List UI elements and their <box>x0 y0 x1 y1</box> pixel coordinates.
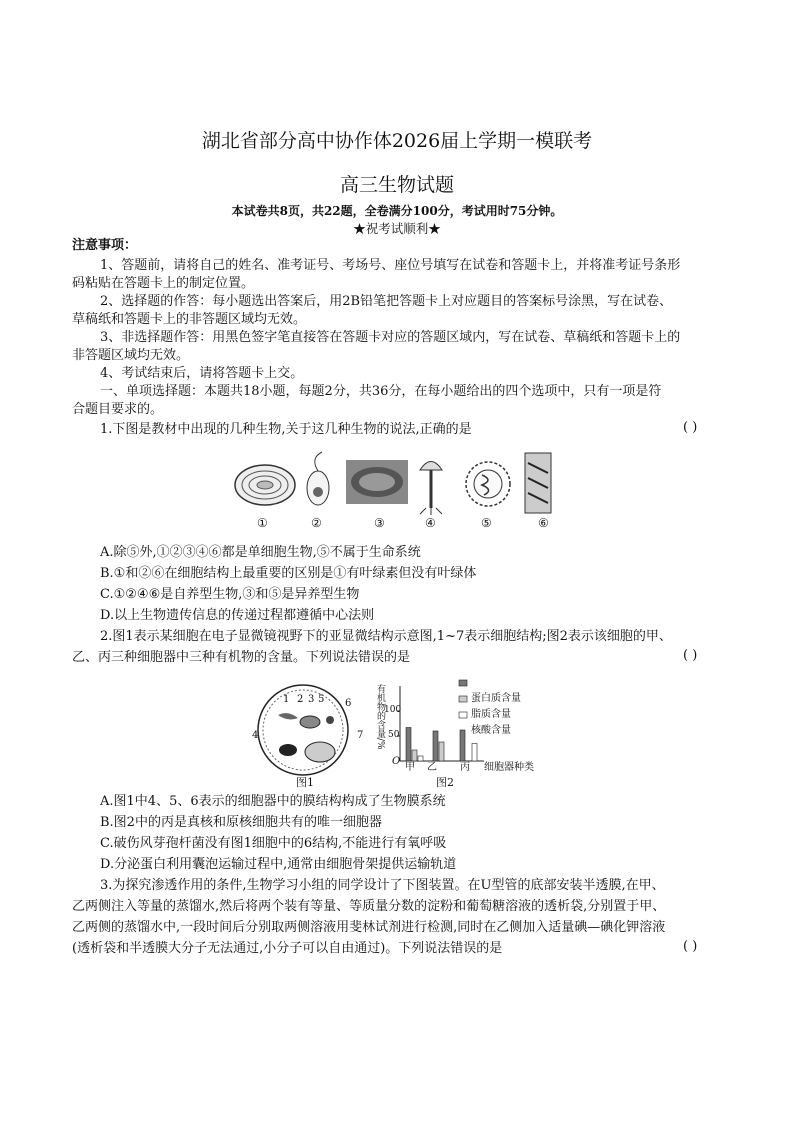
y-tick-label: 50 <box>388 730 400 740</box>
notice-line: 3、非选择题作答：用黑色签字笔直接答在答题卡对应的答题区域内，写在试卷、草稿纸和答题卡上的 <box>100 330 681 345</box>
organism-6-image <box>525 453 551 513</box>
q1-organisms-figure <box>230 448 570 518</box>
answer-paren: ( ) <box>683 420 698 435</box>
q1-fig-label: ③ <box>374 516 385 530</box>
fig1-label: 图1 <box>296 776 314 789</box>
exam-title: 湖北省部分高中协作体2026届上学期一模联考 <box>201 130 593 152</box>
fig1-number: 3 <box>308 694 315 705</box>
legend-lipid: 脂质含量 <box>471 709 511 720</box>
q2-option-c: C.破伤风芽孢杆菌没有图1细胞中的6结构,不能进行有氧呼吸 <box>100 836 447 851</box>
exam-info: 本试卷共8页，共22题，全卷满分100分，考试用时75分钟。 <box>231 204 563 218</box>
q1-fig-label: ① <box>257 516 268 530</box>
answer-paren: ( ) <box>683 648 698 663</box>
legend-protein: 蛋白质含量 <box>471 693 521 704</box>
y-axis-label: 有机物的含量/% <box>375 684 385 750</box>
fig1-number: 4 <box>252 730 259 741</box>
fig2-label: 图2 <box>436 776 454 789</box>
notice-line: 2、选择题的作答：每小题选出答案后，用2B铅笔把答题卡上对应题目的答案标号涂黑，写在试卷、 <box>100 294 673 309</box>
organism-1-image <box>235 465 295 505</box>
notice-line: 码粘贴在答题卡上的制定位置。 <box>72 276 255 291</box>
organism-2-image <box>307 452 329 505</box>
exam-wish: ★祝考试顺利★ <box>353 221 441 236</box>
x-axis-label: 细胞器种类 <box>484 762 534 773</box>
notice-line: 1、答题前，请将自己的姓名、准考证号、考场号、座位号填写在试卷和答题卡上，并将准考证号条形 <box>100 258 681 273</box>
organism-3-image <box>346 460 408 504</box>
bar-乙-脂质含量 <box>439 742 444 761</box>
q2-option-d: D.分泌蛋白利用囊泡运输过程中,通常由细胞骨架提供运输轨道 <box>100 857 457 872</box>
q1-option-d: D.以上生物遗传信息的传递过程都遵循中心法则 <box>100 608 375 623</box>
bar-丙-核酸含量 <box>472 744 477 762</box>
q1-option-c: C.①②④⑥是自养型生物,③和⑤是异养型生物 <box>100 587 360 602</box>
notice-line: 非答题区域均无效。 <box>72 348 190 363</box>
q1-fig-label: ⑥ <box>538 516 549 530</box>
fig1-number: 1 <box>283 694 290 705</box>
bar-甲-蛋白质含量 <box>406 728 411 762</box>
q2-stem: 乙、丙三种细胞器中三种有机物的含量。下列说法错误的是 <box>72 650 411 665</box>
notice-heading: 注意事项： <box>72 238 138 253</box>
q3-stem: 3.为探究渗透作用的条件,生物学习小组的同学设计了下图装置。在U型管的底部安装半透膜,在甲、 <box>100 878 665 893</box>
bar-甲-核酸含量 <box>418 756 423 761</box>
fig1-number: 7 <box>357 730 364 741</box>
q3-stem: (透析袋和半透膜大分子无法通过,小分子可以自由通过)。下列说法错误的是 <box>72 941 503 956</box>
q3-stem: 乙两侧注入等量的蒸馏水,然后将两个装有等量、等质量分数的淀粉和葡萄糖溶液的透析袋,分别置于甲、 <box>72 899 666 914</box>
notice-line: 草稿纸和答题卡上的非答题区域均无效。 <box>72 312 307 327</box>
exam-subtitle: 高三生物试题 <box>339 174 454 196</box>
notice-line: 4、考试结束后，请将答题卡上交。 <box>100 366 304 381</box>
answer-paren: ( ) <box>683 939 698 954</box>
chart-origin: O <box>392 756 401 767</box>
x-tick-label: 甲 <box>405 762 415 773</box>
q1-fig-label: ⑤ <box>481 516 492 530</box>
y-tick-label: 100 <box>384 705 402 715</box>
q1-option-b: B.①和②⑥在细胞结构上最重要的区别是①有叶绿素但没有叶绿体 <box>100 566 477 581</box>
q1-option-a: A.除⑤外,①②③④⑥都是单细胞生物,⑤不属于生命系统 <box>100 545 421 560</box>
organism-5-image <box>466 462 510 506</box>
x-tick-label: 丙 <box>460 762 470 773</box>
legend-nucleic: 核酸含量 <box>471 725 511 736</box>
x-tick-label: 乙 <box>427 762 437 773</box>
section-heading: 一、单项选择题：本题共18小题，每题2分，共36分，在每小题给出的四个选项中，只有一项是符 <box>100 384 662 399</box>
q1-fig-label: ② <box>311 516 322 530</box>
fig1-number: 5 <box>318 694 325 705</box>
q2-stem: 2.图1表示某细胞在电子显微镜视野下的亚显微结构示意图,1~7表示细胞结构;图2表示该细胞的甲、 <box>100 629 672 644</box>
fig1-number: 2 <box>297 694 304 705</box>
fig1-number: 6 <box>345 698 352 709</box>
q3-stem: 乙两侧的蒸馏水中,一段时间后分别取两侧溶液用斐林试剂进行检测,同时在乙侧加入适量碘—碘化钾溶液 <box>72 920 666 935</box>
q1-stem: 1.下图是教材中出现的几种生物,关于这几种生物的说法,正确的是 <box>100 422 472 437</box>
q1-fig-label: ④ <box>425 516 436 530</box>
bar-乙-蛋白质含量 <box>433 731 438 761</box>
bar-丙-蛋白质含量 <box>460 730 465 761</box>
organism-4-image <box>420 462 442 516</box>
q2-option-b: B.图2中的丙是真核和原核细胞共有的唯一细胞器 <box>100 815 382 830</box>
section-heading: 合题目要求的。 <box>72 402 164 417</box>
q2-option-a: A.图1中4、5、6表示的细胞器中的膜结构构成了生物膜系统 <box>100 794 446 809</box>
